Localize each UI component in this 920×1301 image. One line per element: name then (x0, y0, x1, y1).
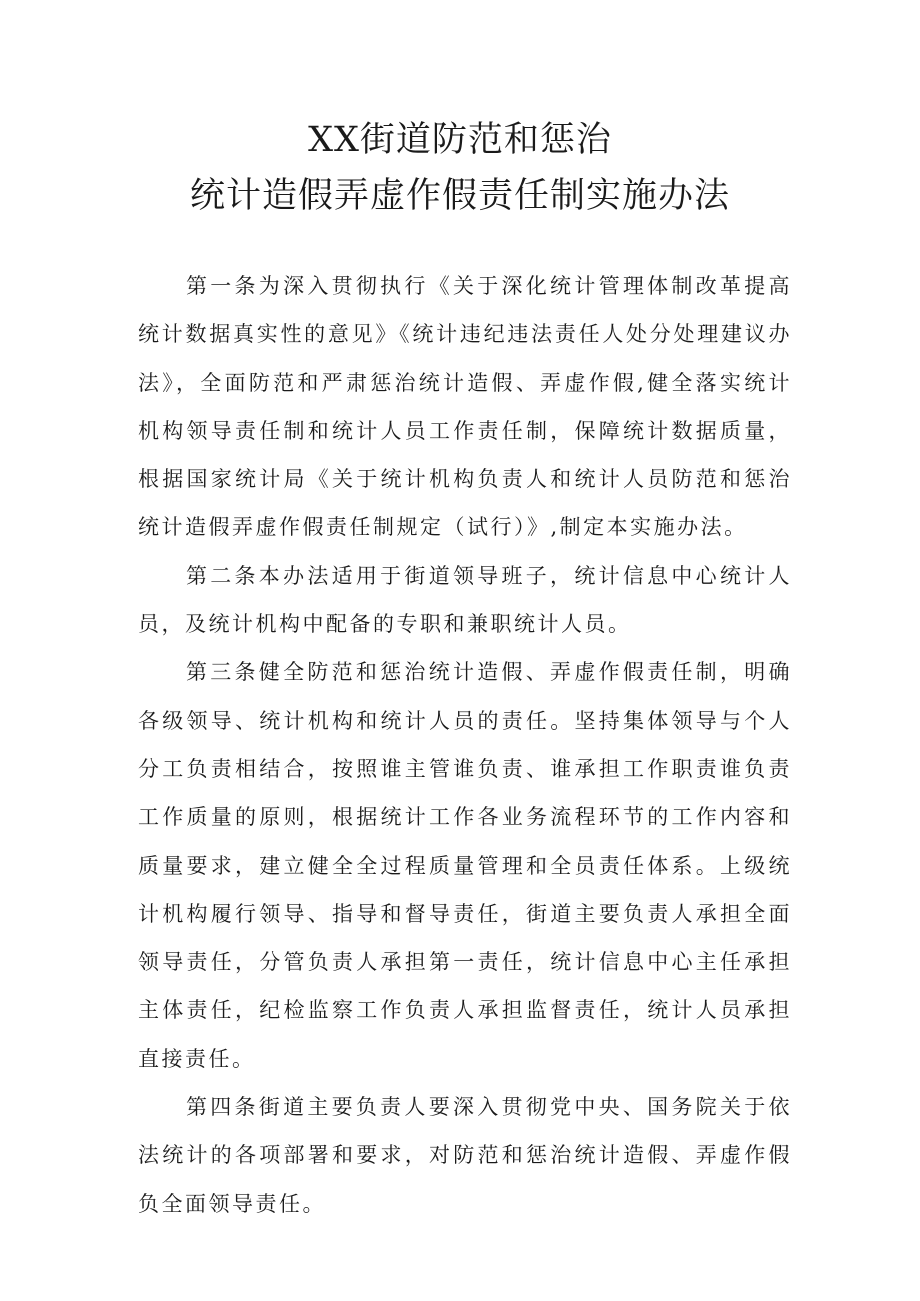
document-body (138, 262, 792, 1228)
article-2-paragraph: 第二条本办法适用于街道领导班子，统计信息中心统计人员，及统计机构中配备的专职和兼职统计人员。 (138, 563, 792, 637)
title-line-1: XX街道防范和惩治 (308, 120, 612, 160)
article-4-paragraph: 第四条街道主要负责人要深入贯彻党中央、国务院关于依法统计的各项部署和要求，对防范和惩治统计造假、弄虚作假负全面领导责任。 (138, 1095, 792, 1216)
article-1-paragraph: 第一条为深入贯彻执行《关于深化统计管理体制改革提高统计数据真实性的意见》《统计违纪违法责任人处分处理建议办法》，全面防范和严肃惩治统计造假、弄虚作假,健全落实统计机构领导责任制和统计人员工作责任制，保障统计数据质量，根据国家统计局《关于统计机构负责人和统计人员防范和惩治统计造假弄虚作假责任制规定（试行）》,制定本实施办法。 (138, 274, 792, 540)
document-title (0, 112, 920, 224)
title-line-2: 统计造假弄虚作假责任制实施办法 (189, 176, 730, 216)
article-3-paragraph: 第三条健全防范和惩治统计造假、弄虚作假责任制，明确各级领导、统计机构和统计人员的责任。坚持集体领导与个人分工负责相结合，按照谁主管谁负责、谁承担工作职责谁负责工作质量的原则，根据统计工作各业务流程环节的工作内容和质量要求，建立健全全过程质量管理和全员责任体系。上级统计机构履行领导、指导和督导责任，街道主要负责人承担全面领导责任，分管负责人承担第一责任，统计信息中心主任承担主体责任，纪检监察工作负责人承担监督责任，统计人员承担直接责任。 (138, 660, 792, 1071)
